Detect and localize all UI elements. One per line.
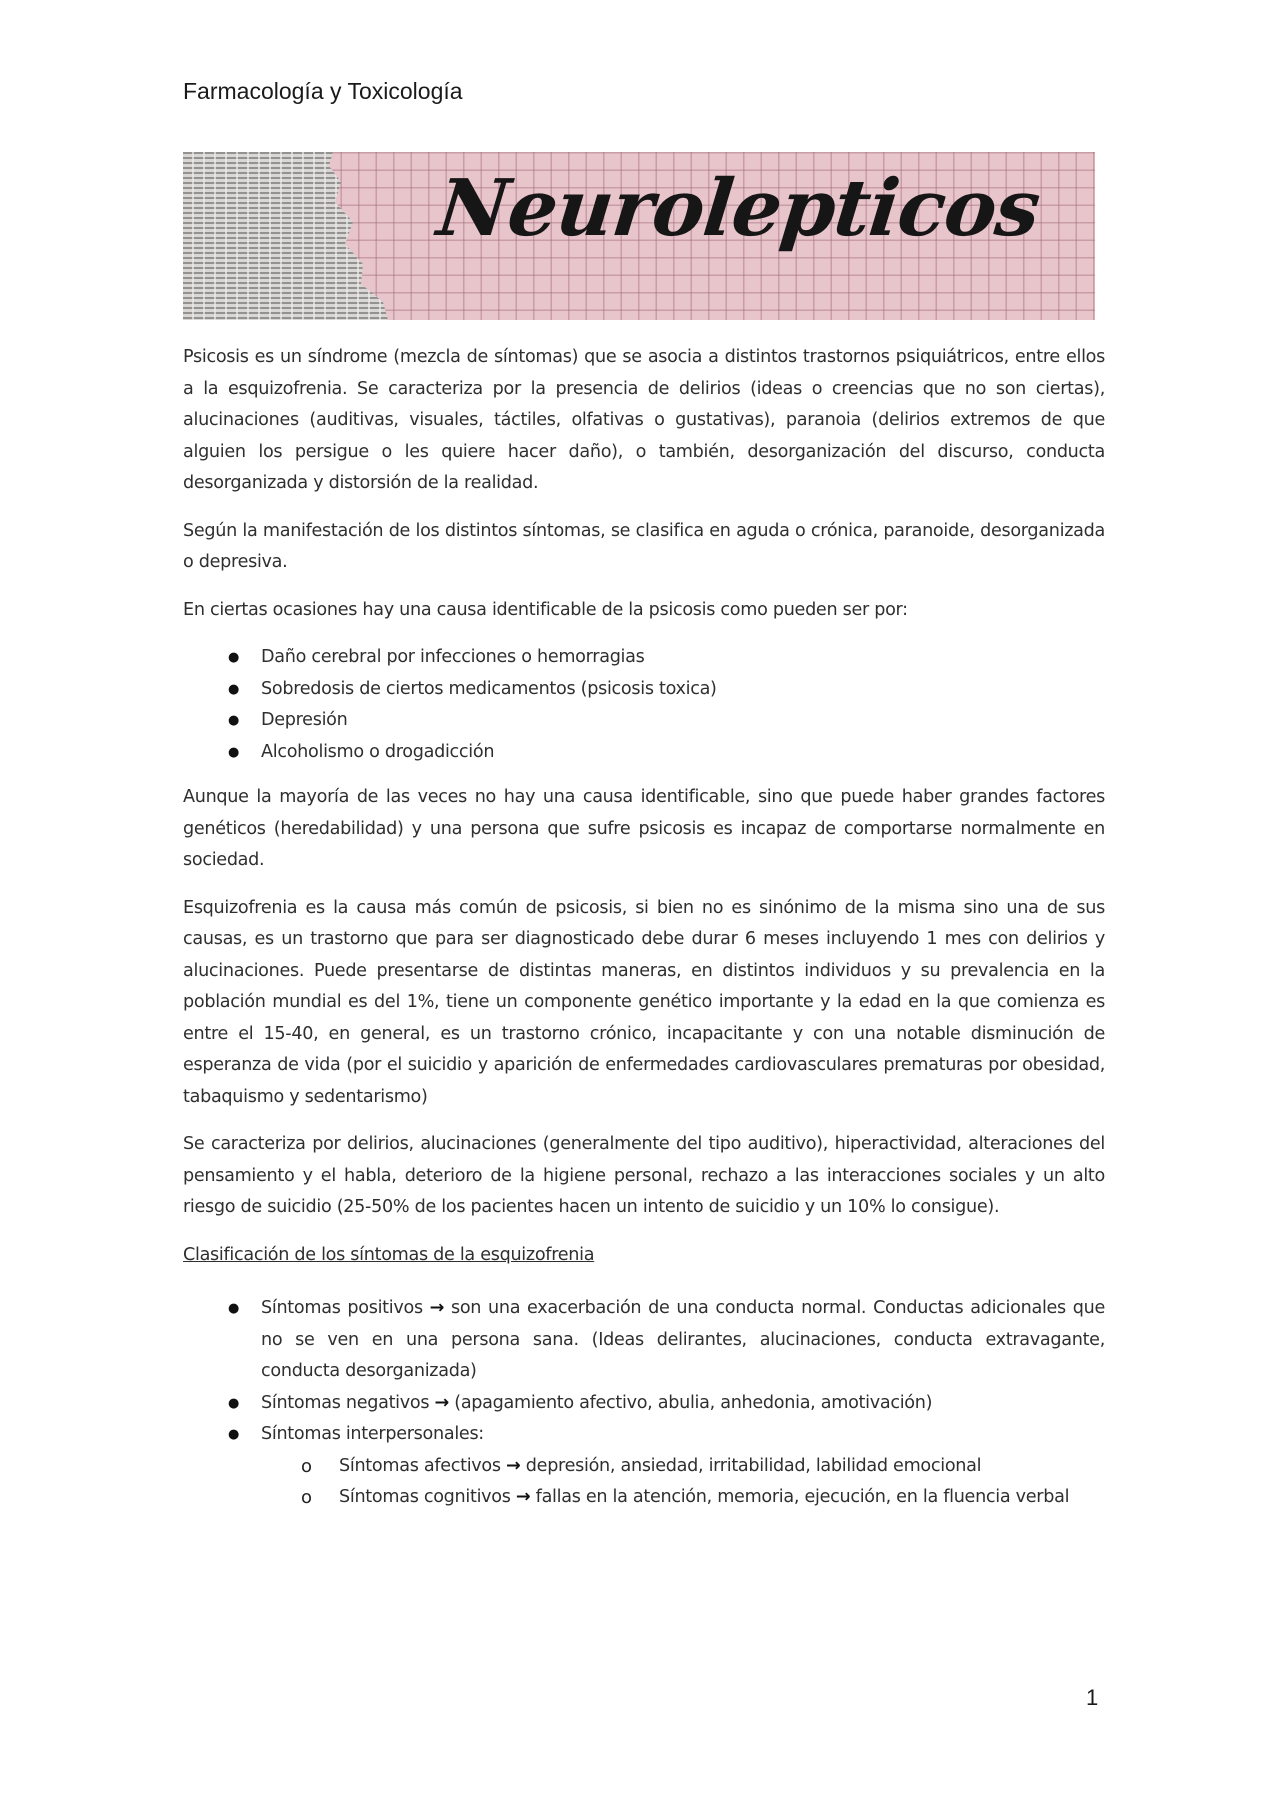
arrow-right-icon: → <box>506 1455 521 1476</box>
symptom-label: Síntomas positivos <box>261 1298 423 1318</box>
arrow-right-icon: → <box>429 1298 445 1318</box>
paragraph-caracteristicas: Se caracteriza por delirios, alucinaciones (generalmente del tipo auditivo), hiperactividad, alteraciones del pensamiento y el habla, deterioro de la higiene personal, rechazo a las interacciones sociales y un alto riesgo de suicidio (25-50% de los pacientes hacen un intento de suicidio y un 10% lo consigue). <box>183 1134 1105 1217</box>
page-header: Farmacología y Toxicología <box>183 78 463 104</box>
list-item-negative <box>183 1388 1105 1420</box>
paragraph-causas-intro: En ciertas ocasiones hay una causa identificable de la psicosis como pueden ser por: <box>183 599 908 620</box>
paragraph-genetica: Aunque la mayoría de las veces no hay una causa identificable, sino que puede haber grandes factores genéticos (heredabilidad) y una persona que sufre psicosis es incapaz de comportarse normalmente en sociedad. <box>183 787 1105 870</box>
title-banner <box>183 152 1095 320</box>
list-item: ● Alcoholismo o drogadicción <box>183 737 1105 769</box>
document-body <box>183 342 1105 1528</box>
symptoms-list <box>183 1293 1105 1514</box>
paragraph-clasificacion: Según la manifestación de los distintos síntomas, se clasifica en aguda o crónica, paranoide, desorganizada o depresiva. <box>183 520 1105 572</box>
newspaper-collage-image <box>183 152 388 320</box>
arrow-right-icon: → <box>434 1392 449 1413</box>
interpersonal-sublist <box>261 1451 1105 1514</box>
sublist-item <box>261 1451 1105 1483</box>
arrow-right-icon: → <box>515 1487 531 1507</box>
page-title: Neurolepticos <box>433 163 1044 254</box>
paragraph-psicosis: Psicosis es un síndrome (mezcla de síntomas) que se asocia a distintos trastornos psiquiátricos, entre ellos a la esquizofrenia. Se caracteriza por la presencia de delirios (ideas o creencias que no son ciertas), alucinaciones (auditivas, visuales, táctiles, olfativas o gustativas), paranoia (delirios extremos de que alguien los persigue o les quiere hacer daño), o también, desorganización del discurso, conducta desorganizada y distorsión de la realidad. <box>183 347 1105 493</box>
symptom-label: Síntomas negativos <box>261 1392 430 1413</box>
symptom-description: depresión, ansiedad, irritabilidad, labilidad emocional <box>525 1455 982 1476</box>
causes-list <box>183 642 1105 768</box>
section-heading: Clasificación de los síntomas de la esquizofrenia <box>183 1244 595 1265</box>
list-item: ● Daño cerebral por infecciones o hemorragias <box>183 642 1105 674</box>
symptom-label: Síntomas afectivos <box>339 1455 501 1476</box>
symptom-label: Síntomas interpersonales: <box>261 1424 484 1444</box>
paragraph-esquizofrenia: Esquizofrenia es la causa más común de psicosis, si bien no es sinónimo de la misma sino una de sus causas, es un trastorno que para ser diagnosticado debe durar 6 meses incluyendo 1 mes con delirios y alucinaciones. Puede presentarse de distintas maneras, en distintos individuos y su prevalencia en la población mundial es del 1%, tiene un componente genético importante y la edad en la que comienza es entre el 15-40, en general, es un trastorno crónico, incapacitante y con una notable disminución de esperanza de vida (por el suicidio y aparición de enfermedades cardiovasculares prematuras por obesidad, tabaquismo y sedentarismo) <box>183 897 1105 1107</box>
sublist-item <box>261 1482 1105 1514</box>
symptom-description: fallas en la atención, memoria, ejecución, en la fluencia verbal <box>535 1487 1070 1507</box>
symptom-label: Síntomas cognitivos <box>339 1487 511 1507</box>
list-item-positive <box>183 1293 1105 1388</box>
symptom-description: son una exacerbación de una conducta normal. Conductas adicionales que no se ven en una persona sana. (Ideas delirantes, alucinaciones, conducta extravagante, conducta desorganizada) <box>261 1298 1106 1381</box>
symptom-description: (apagamiento afectivo, abulia, anhedonia, amotivación) <box>454 1392 933 1413</box>
page-number: 1 <box>1086 1685 1099 1710</box>
list-item: ● Sobredosis de ciertos medicamentos (psicosis toxica) <box>183 674 1105 706</box>
list-item: ● Depresión <box>183 705 1105 737</box>
list-item-interpersonal <box>183 1419 1105 1514</box>
